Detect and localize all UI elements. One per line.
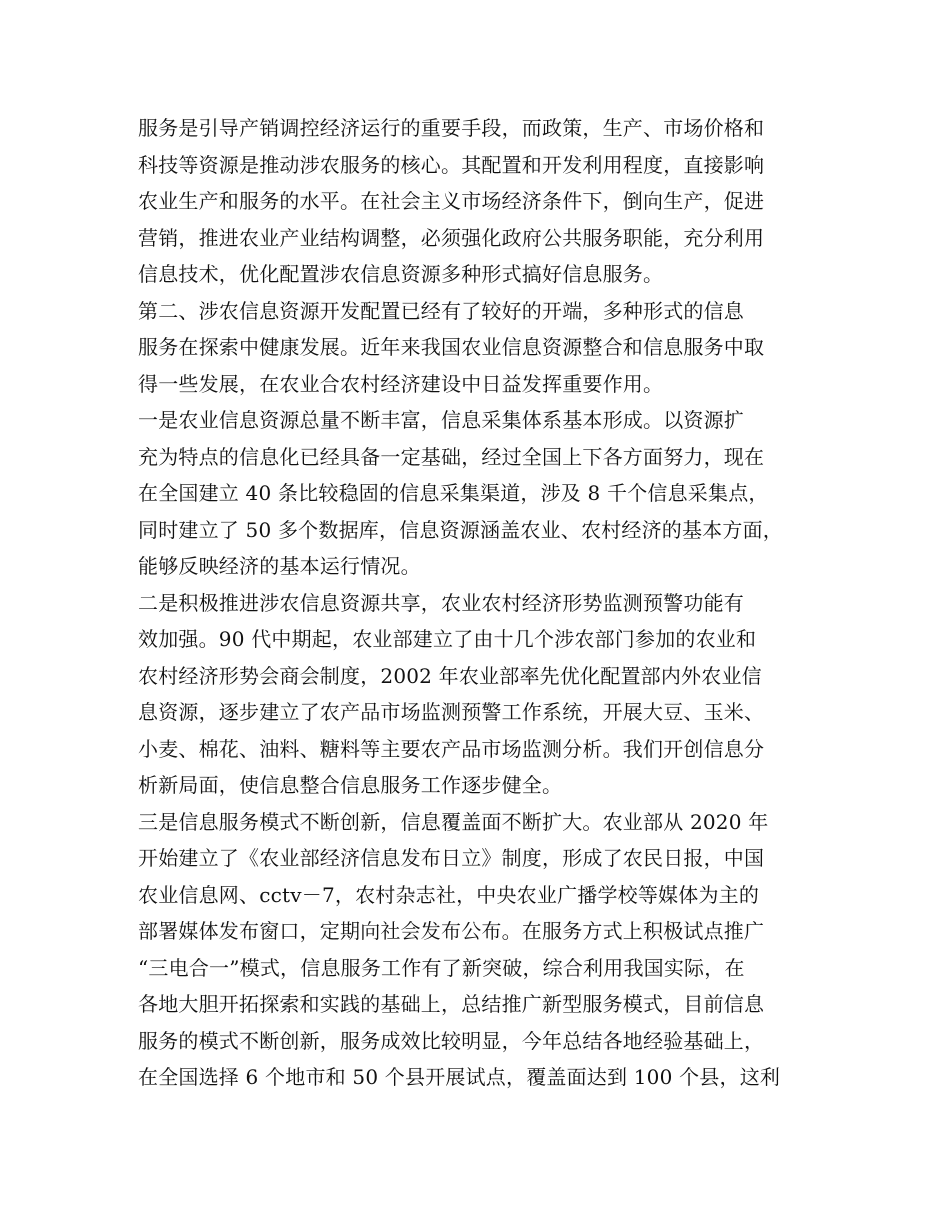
text-line: 服务是引导产销调控经济运行的重要手段，而政策，生产、市场价格和: [138, 116, 765, 140]
text-line: 各地大胆开拓探索和实践的基础上，总结推广新型服务模式，目前信息: [138, 992, 765, 1016]
text-line: 小麦、棉花、油料、糖料等主要农产品市场监测分析。我们开创信息分: [138, 736, 765, 761]
text-line: 农业信息网、cctv－7，农村杂志社，中央农业广播学校等媒体为主的: [138, 882, 760, 907]
text-line: 服务的模式不断创新，服务成效比较明显，今年总结各地经验基础上，: [138, 1028, 765, 1053]
text-line: 效加强。90 代中期起，农业部建立了由十几个涉农部门参加的农业和: [138, 627, 757, 651]
text-line: 信息技术，优化配置涉农信息资源多种形式搞好信息服务。: [138, 262, 664, 286]
text-line: 析新局面，使信息整合信息服务工作逐步健全。: [138, 773, 563, 797]
text-line: 营销，推进农业产业结构调整，必须强化政府公共服务职能，充分利用: [138, 225, 765, 250]
text-line: “三电合一”模式，信息服务工作有了新突破，综合利用我国实际，在: [138, 955, 745, 980]
text-line: 能够反映经济的基本运行情况。: [138, 554, 421, 578]
text-line: 息资源，逐步建立了农产品市场监测预警工作系统，开展大豆、玉米、: [138, 700, 765, 724]
text-line: 农业生产和服务的水平。在社会主义市场经济条件下，倒向生产，促进: [138, 189, 765, 213]
text-line: 服务在探索中健康发展。近年来我国农业信息资源整合和信息服务中取: [138, 335, 765, 359]
text-line: 农村经济形势会商会制度，2002 年农业部率先优化配置部内外农业信: [138, 663, 762, 688]
text-line: 开始建立了《农业部经济信息发布日立》制度，形成了农民日报，中国: [138, 846, 765, 870]
text-line: 第二、涉农信息资源开发配置已经有了较好的开端，多种形式的信息: [138, 298, 744, 323]
text-line: 充为特点的信息化已经具备一定基础，经过全国上下各方面努力，现在: [138, 444, 765, 469]
text-line: 得一些发展，在农业合农村经济建设中日益发挥重要作用。: [138, 371, 664, 396]
text-line: 同时建立了 50 多个数据库，信息资源涵盖农业、农村经济的基本方面，: [138, 517, 783, 542]
text-line: 科技等资源是推动涉农服务的核心。其配置和开发利用程度，直接影响: [138, 152, 765, 177]
text-line: 在全国选择 6 个地市和 50 个县开展试点，覆盖面达到 100 个县，这利: [138, 1065, 781, 1089]
text-line: 部署媒体发布窗口，定期向社会发布公布。在服务方式上积极试点推广: [138, 919, 765, 943]
text-line: 在全国建立 40 条比较稳固的信息采集渠道，涉及 8 千个信息采集点，: [138, 481, 769, 505]
text-line: 二是积极推进涉农信息资源共享，农业农村经济形势监测预警功能有: [138, 590, 744, 615]
text-line: 三是信息服务模式不断创新，信息覆盖面不断扩大。农业部从 2020 年: [138, 809, 769, 834]
text-line: 一是农业信息资源总量不断丰富，信息采集体系基本形成。以资源扩: [138, 408, 744, 432]
document-body: [138, 110, 818, 1096]
